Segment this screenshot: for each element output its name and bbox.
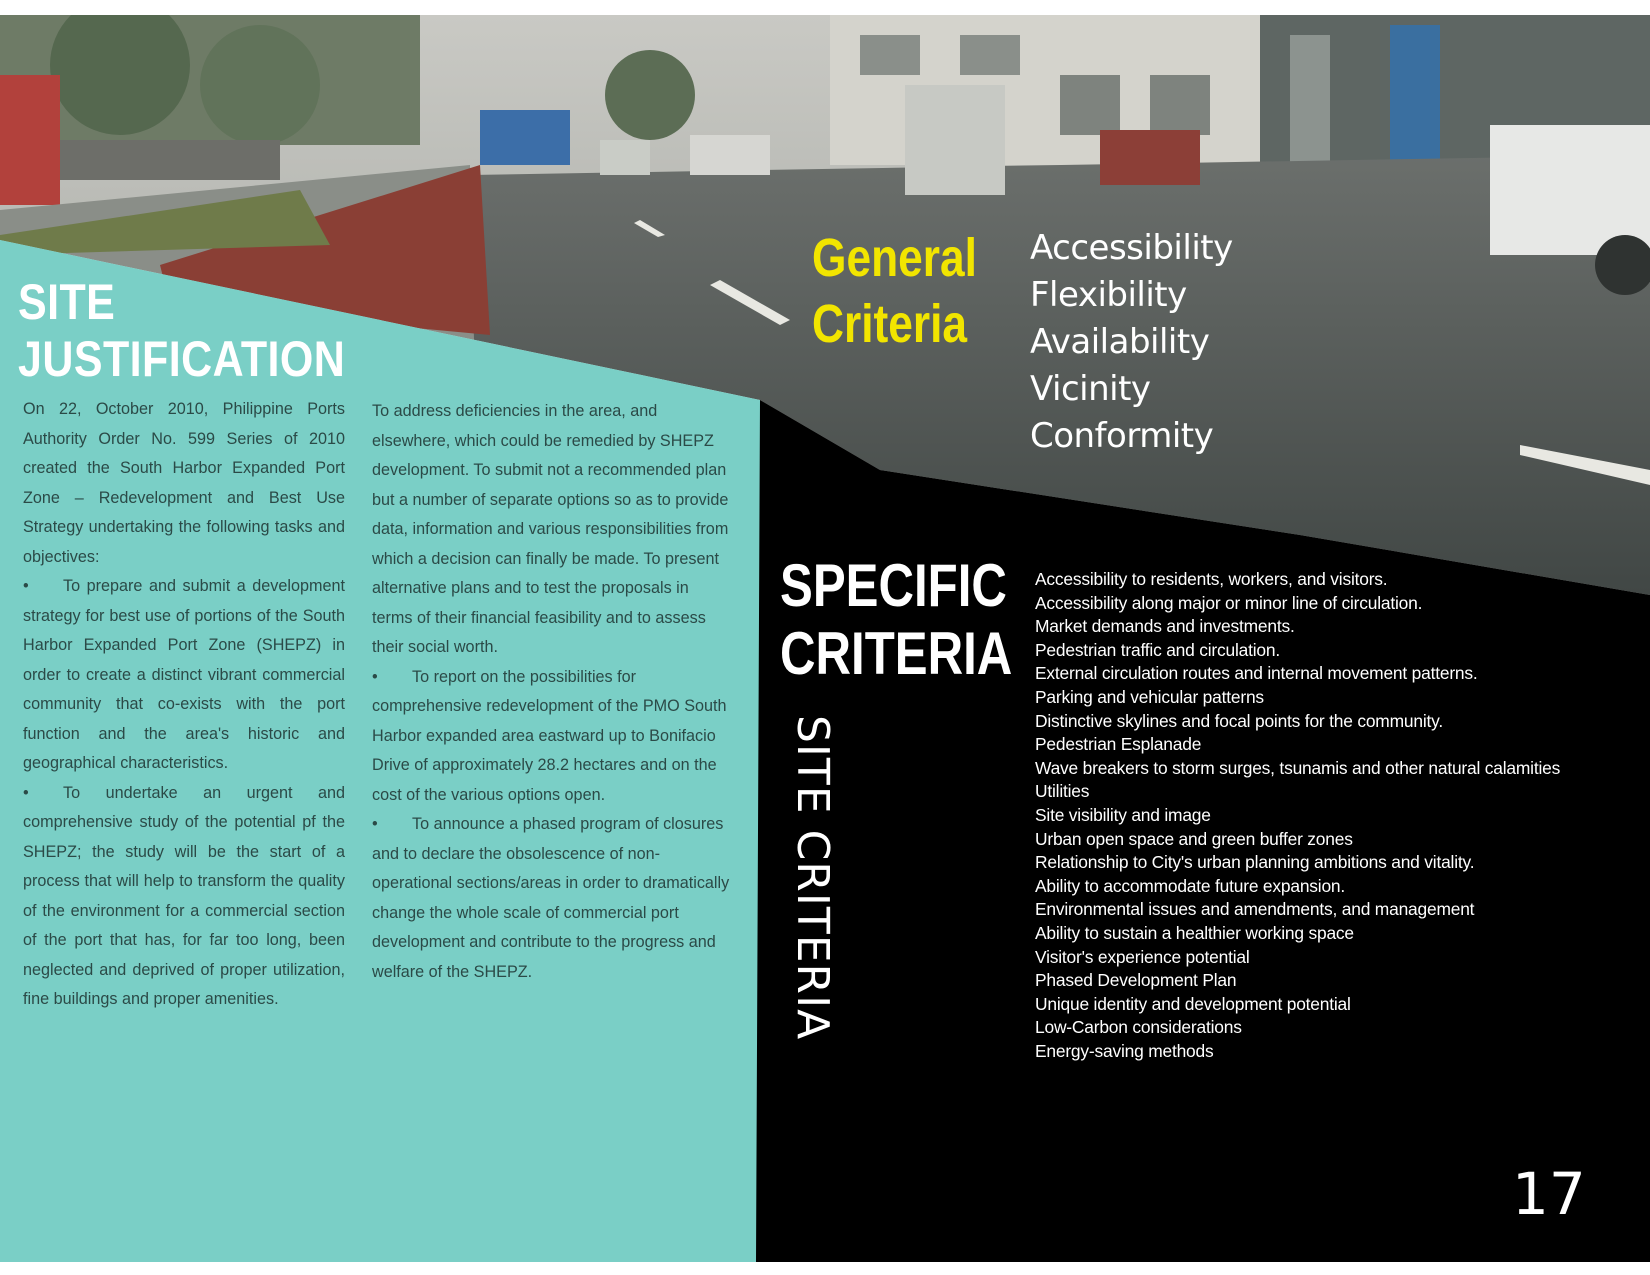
specific-criteria-item: Distinctive skylines and focal points for the community. — [1035, 710, 1443, 731]
paragraph: To announce a phased program of closures and to declare the obsolescence of non-operational sections/areas in order to dramatically change the whole scale of commercial port development and contribute to the progress and welfare of the SHEPZ. — [372, 815, 730, 981]
bullet-paragraph — [23, 779, 345, 1015]
specific-criteria-heading-line1: SPECIFIC — [780, 552, 1007, 619]
specific-criteria-item: Energy-saving methods — [1035, 1040, 1214, 1061]
specific-criteria-item: Phased Development Plan — [1035, 970, 1237, 991]
general-criteria-heading-line2: Criteria — [812, 294, 968, 354]
specific-criteria-heading — [780, 552, 1012, 688]
site-justification-left-column — [23, 395, 345, 1015]
general-criteria-item: Accessibility — [1030, 228, 1233, 268]
page-number: 17 — [1512, 1160, 1586, 1228]
specific-criteria-item: Urban open space and green buffer zones — [1035, 828, 1353, 849]
specific-criteria-item: Pedestrian traffic and circulation. — [1035, 639, 1280, 660]
specific-criteria-item: Visitor's experience potential — [1035, 946, 1250, 967]
site-justification-title-line1: SITE — [18, 274, 116, 330]
general-criteria-item: Flexibility — [1030, 275, 1187, 315]
specific-criteria-item: Parking and vehicular patterns — [1035, 686, 1264, 707]
bullet-paragraph — [372, 810, 732, 987]
paragraph: To prepare and submit a development strategy for best use of portions of the South Harbor Expanded Port Zone (SHEPZ) in order to create a distinct vibrant commercial community that co-exists with the port function and the area's historic and geographical characteristics. — [23, 577, 345, 772]
site-justification-title-line2: JUSTIFICATION — [18, 331, 346, 387]
bullet: • — [372, 667, 378, 686]
specific-criteria-item: Market demands and investments. — [1035, 616, 1295, 637]
brochure-page — [0, 15, 1650, 1262]
general-criteria-item: Availability — [1030, 322, 1210, 362]
specific-criteria-item: Relationship to City's urban planning ambitions and vitality. — [1035, 852, 1475, 873]
paragraph: To report on the possibilities for comprehensive redevelopment of the PMO South Harbor expanded area eastward up to Bonifacio Drive of approximately 28.2 hectares and on the cost of the various options open. — [372, 667, 727, 804]
bullet-paragraph — [23, 572, 345, 779]
general-criteria-heading-line1: General — [812, 228, 977, 288]
paragraph: To address deficiencies in the area, and elsewhere, which could be remedied by SHEPZ development. To submit not a recommended plan but a number of separate options so as to provide data, information and various responsibilities from which a decision can finally be made. To present alternative plans and to test the proposals in terms of their financial feasibility and to assess their social worth. — [372, 402, 729, 656]
specific-criteria-item: Unique identity and development potential — [1035, 993, 1351, 1014]
specific-criteria-item: Accessibility along major or minor line of circulation. — [1035, 592, 1423, 613]
general-criteria-item: Conformity — [1030, 416, 1214, 456]
specific-criteria-item: Pedestrian Esplanade — [1035, 734, 1202, 755]
specific-criteria-item: External circulation routes and internal movement patterns. — [1035, 663, 1478, 684]
specific-criteria-heading-line2: CRITERIA — [780, 620, 1013, 687]
specific-criteria-list — [1035, 568, 1560, 1063]
specific-criteria-item: Utilities — [1035, 781, 1090, 802]
paragraph: To undertake an urgent and comprehensive study of the potential pf the SHEPZ; the study will be the start of a process that will help to transform the quality of the environment for a commercial section of the port that has, for far too long, been neglected and deprived of proper utilization, fine buildings and proper amenities. — [23, 783, 345, 1008]
specific-criteria-item: Environmental issues and amendments, and management — [1035, 899, 1475, 920]
specific-criteria-item: Ability to sustain a healthier working space — [1035, 922, 1354, 943]
general-criteria-list — [1030, 225, 1233, 460]
bullet: • — [372, 815, 378, 833]
site-justification-right-column — [372, 397, 732, 987]
general-criteria-item: Vicinity — [1030, 369, 1151, 409]
specific-criteria-item: Low-Carbon considerations — [1035, 1017, 1242, 1038]
specific-criteria-item: Site visibility and image — [1035, 804, 1211, 825]
specific-criteria-item: Accessibility to residents, workers, and visitors. — [1035, 569, 1388, 589]
general-criteria-heading — [812, 225, 977, 357]
bullet: • — [23, 577, 29, 595]
bullet: • — [23, 783, 29, 802]
site-criteria-vertical-label: SITE CRITERIA — [787, 715, 838, 1041]
specific-criteria-item: Ability to accommodate future expansion. — [1035, 875, 1346, 896]
paragraph: On 22, October 2010, Philippine Ports Authority Order No. 599 Series of 2010 created the South Harbor Expanded Port Zone – Redevelopment and Best Use Strategy undertaking the following tasks and objectives: — [23, 400, 345, 566]
specific-criteria-item: Wave breakers to storm surges, tsunamis and other natural calamities — [1035, 757, 1561, 778]
bullet-paragraph — [372, 663, 732, 811]
